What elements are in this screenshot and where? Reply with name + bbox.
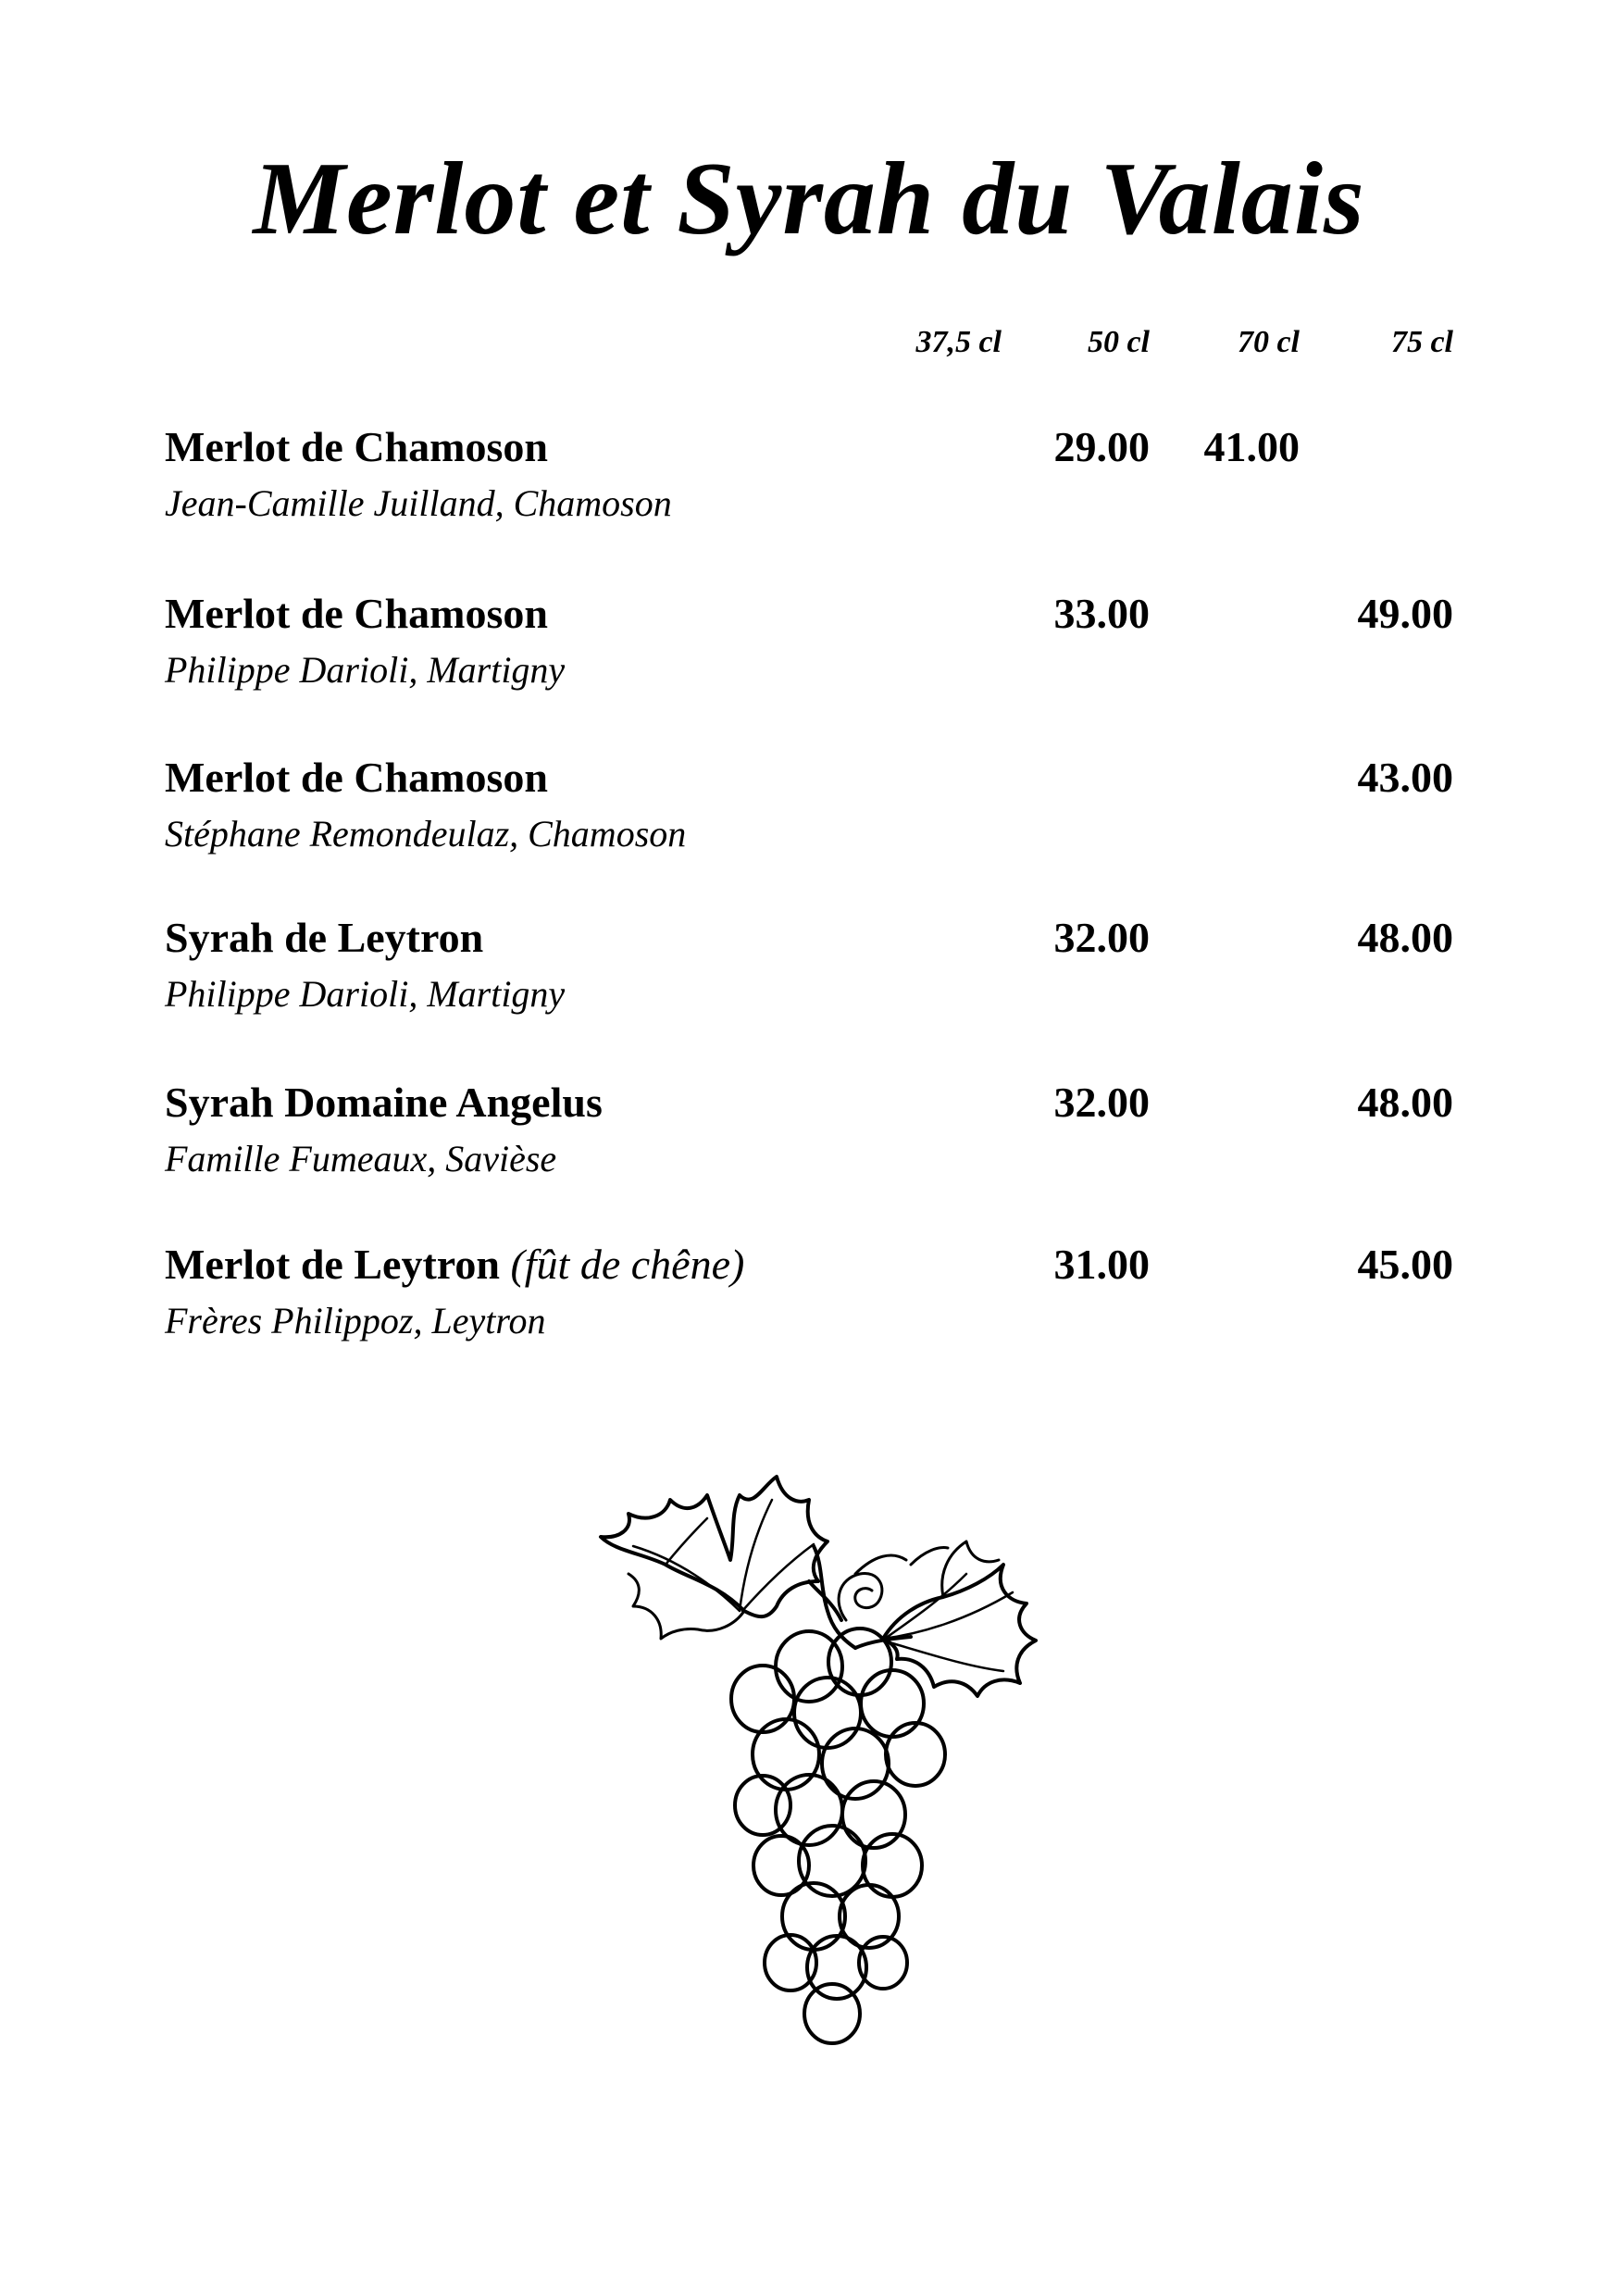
- wine-name-text: Merlot de Chamoson: [165, 754, 548, 801]
- wine-name: [165, 1077, 603, 1129]
- price-50cl: 31.00: [1053, 1241, 1150, 1288]
- wine-item: [0, 752, 1618, 900]
- wine-producer: Famille Fumeaux, Savièse: [165, 1138, 557, 1179]
- price-50cl: 32.00: [1053, 914, 1150, 961]
- wine-producer: Stéphane Remondeulaz, Chamoson: [165, 813, 687, 855]
- wine-name-text: Merlot de Chamoson: [165, 423, 548, 470]
- wine-producer: Philippe Darioli, Martigny: [165, 973, 566, 1015]
- wine-name: [165, 1239, 744, 1291]
- column-header-70cl: 70 cl: [1237, 325, 1300, 359]
- price-50cl: 32.00: [1053, 1079, 1150, 1126]
- page-title: Merlot et Syrah du Valais: [253, 142, 1365, 256]
- price-75cl: 45.00: [1357, 1241, 1453, 1288]
- wine-name-text: Syrah Domaine Angelus: [165, 1079, 603, 1126]
- wine-name: [165, 752, 548, 804]
- wine-item: [0, 912, 1618, 1060]
- wine-producer: Jean-Camille Juilland, Chamoson: [165, 482, 672, 524]
- wine-item: [0, 1077, 1618, 1225]
- wine-name-text: Merlot de Leytron: [165, 1241, 500, 1288]
- column-header-37-5cl: 37,5 cl: [915, 325, 1002, 359]
- wine-item: [0, 421, 1618, 569]
- price-50cl: 29.00: [1053, 423, 1150, 470]
- wine-producer: Philippe Darioli, Martigny: [165, 649, 566, 691]
- wine-name-text: Syrah de Leytron: [165, 914, 484, 961]
- price-75cl: 48.00: [1357, 914, 1453, 961]
- grape-bunch-icon: [578, 1472, 1059, 2065]
- wine-name: [165, 421, 548, 473]
- column-header-50cl: 50 cl: [1087, 325, 1150, 359]
- wine-item: [0, 1239, 1618, 1387]
- wine-producer: Frères Philippoz, Leytron: [165, 1300, 546, 1341]
- price-75cl: 48.00: [1357, 1079, 1453, 1126]
- wine-name-text: Merlot de Chamoson: [165, 590, 548, 637]
- price-75cl: 49.00: [1357, 590, 1453, 637]
- price-50cl: 33.00: [1053, 590, 1150, 637]
- price-70cl: 41.00: [1203, 423, 1300, 470]
- wine-note: (fût de chêne): [510, 1241, 745, 1288]
- wine-name: [165, 588, 548, 640]
- price-75cl: 43.00: [1357, 754, 1453, 801]
- column-header-75cl: 75 cl: [1390, 325, 1453, 359]
- wine-name: [165, 912, 483, 964]
- wine-item: [0, 588, 1618, 736]
